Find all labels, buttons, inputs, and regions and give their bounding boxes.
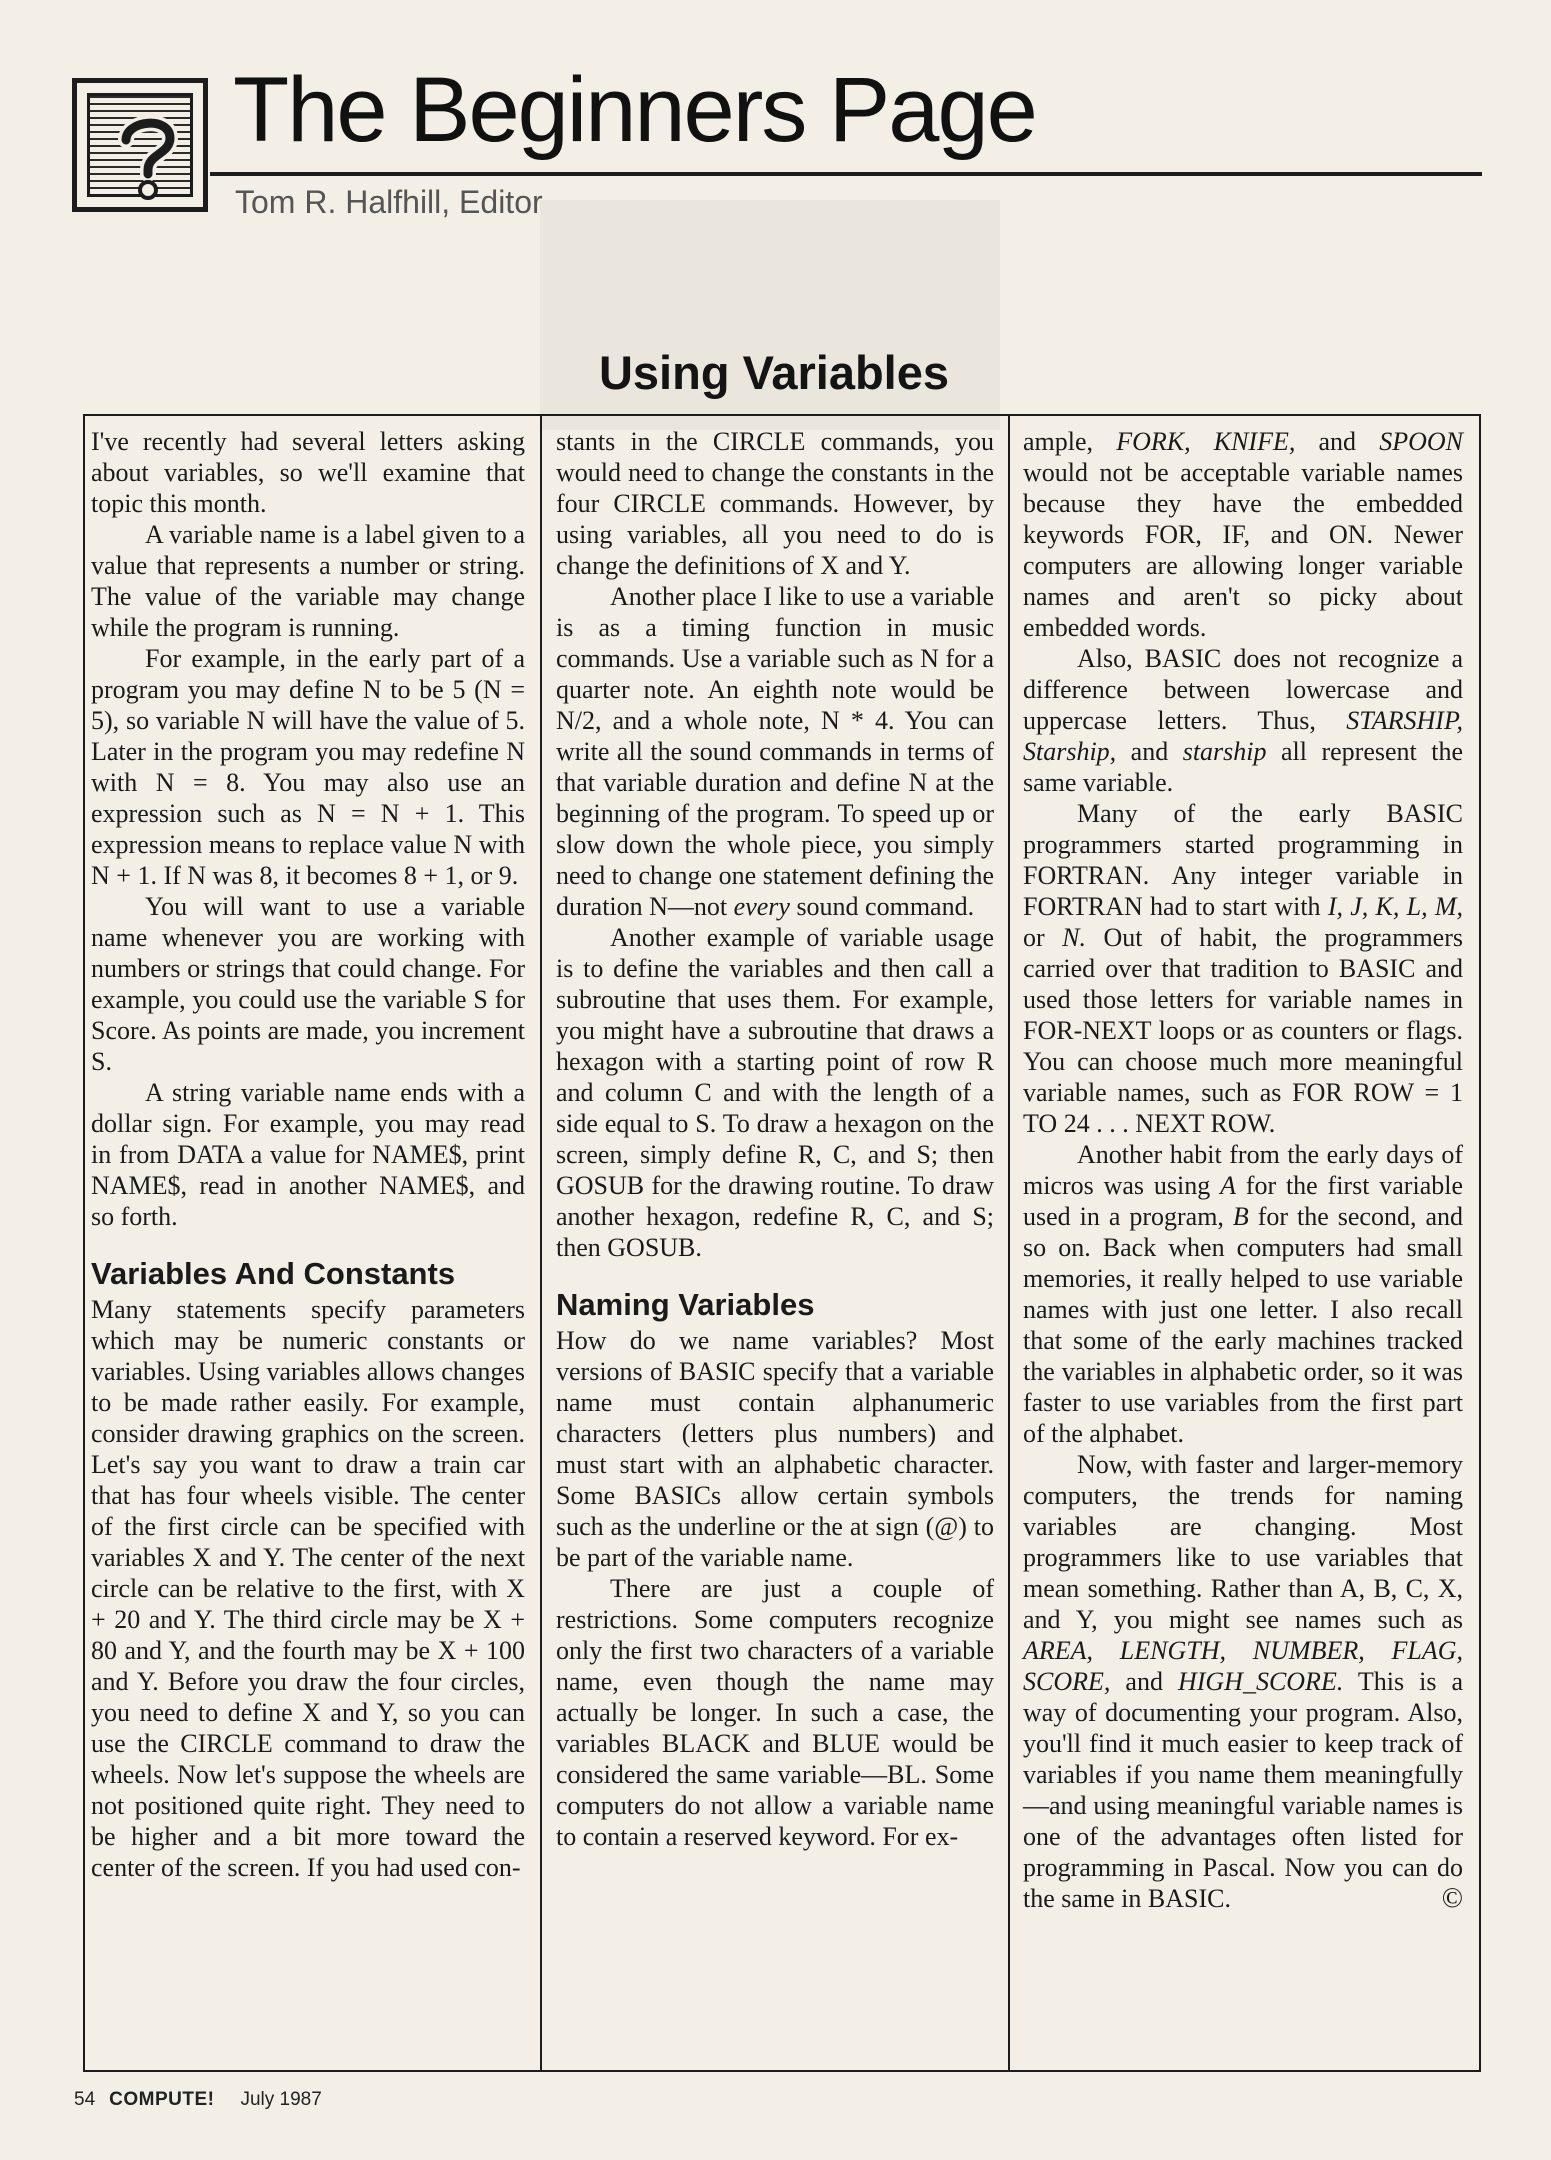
emphasis: starship bbox=[1182, 737, 1267, 766]
column-divider bbox=[1008, 414, 1010, 2072]
text-run: or bbox=[1023, 923, 1063, 952]
paragraph: Another example of variable usage is to define the variables and then call a subroutine that uses them. For example, you might have a subroutine that draws a hexagon with a starting point of row R and column C and with the length of a side equal to S. To draw a hexagon on the screen, simply define R, C, and S; then GOSUB for the drawing routine. To draw another hexagon, redefine R, C, and S; then GOSUB. bbox=[556, 923, 994, 1262]
column-1 bbox=[91, 426, 525, 1883]
paragraph bbox=[1023, 798, 1463, 1139]
paragraph: For example, in the early part of a program you may define N to be 5 (N = 5), so variable N will have the value of 5. Later in the program you may redefine N with N = 8. You may also use an expression such as N = N + 1. This expression means to replace value N with N + 1. If N was 8, it becomes 8 + 1, or 9. bbox=[91, 644, 525, 890]
paragraph bbox=[1023, 1449, 1463, 1914]
text-run: and bbox=[1116, 737, 1183, 766]
column-divider bbox=[540, 414, 542, 2072]
emphasis: FORK, KNIFE, bbox=[1116, 427, 1296, 456]
text-run: sound command. bbox=[789, 892, 975, 921]
emphasis: I, J, K, L, M, bbox=[1327, 892, 1463, 921]
question-mark-icon bbox=[72, 78, 208, 212]
column-3 bbox=[1023, 426, 1463, 1914]
end-mark-icon: © bbox=[1441, 1883, 1463, 1914]
paragraph: You will want to use a variable name whenever you are working with numbers or strings that could change. For example, you could use the variable S for Score. As points are made, you increment S. bbox=[91, 892, 525, 1076]
text-run: and bbox=[1110, 1667, 1178, 1696]
paragraph bbox=[1023, 1139, 1463, 1449]
paragraph bbox=[1023, 426, 1463, 643]
text-run: would not be acceptable variable names because they have the embedded keywords FOR, IF, and ON. Newer computers are allowing longer variable names and aren't so picky about embedded words. bbox=[1023, 458, 1463, 642]
text-run: This is a way of documenting your program. Also, you'll find it much easier to keep track of variables if you name them meaningfully—and using meaningful variable names is one of the advantages often listed for programming in Pascal. Now you can do the same in BASIC. bbox=[1023, 1667, 1463, 1913]
emphasis: every bbox=[733, 892, 790, 921]
emphasis: STARSHIP, Starship, bbox=[1023, 706, 1463, 766]
emphasis: A bbox=[1220, 1171, 1236, 1200]
column-2 bbox=[556, 426, 994, 1852]
page-footer bbox=[74, 2089, 322, 2111]
text-run: Also, BASIC does not recognize a difference between lowercase and uppercase letters. Thus, bbox=[1023, 644, 1463, 735]
paragraph: Many statements specify parameters which may be numeric constants or variables. Using variables allows changes to be made rather easily. For example, consider drawing graphics on the screen. Let's say you want to draw a train car that has four wheels visible. The center of the first circle can be specified with variables X and Y. The center of the next circle can be relative to the first, with X + 20 and Y. The third circle may be X + 80 and Y, and the fourth may be X + 100 and Y. Before you draw the four circles, you need to define X and Y, so you can use the CIRCLE command to draw the wheels. Now let's suppose the wheels are not positioned quite right. They need to be higher and a bit more toward the center of the screen. If you had used con- bbox=[91, 1295, 525, 1882]
page-title: The Beginners Page bbox=[233, 59, 1036, 161]
text-run: ample, bbox=[1023, 427, 1117, 456]
text-run: all represent the same variable. bbox=[1023, 737, 1463, 797]
text-run: Another habit from the early days of micros was using bbox=[1023, 1140, 1463, 1200]
page-number: 54 bbox=[74, 2089, 96, 2110]
emphasis: AREA, LENGTH, NUMBER, FLAG, SCORE, bbox=[1023, 1636, 1463, 1696]
text-run: for the first variable used in a program, bbox=[1023, 1171, 1463, 1231]
text-run: for the second, and so on. Back when computers had small memories, it really helped to use variable names with just one letter. I also recall that some of the early machines tracked the variables in alphabetic order, so it was faster to use variables from the first part of the alphabet. bbox=[1023, 1202, 1463, 1448]
paragraph bbox=[1023, 643, 1463, 798]
paragraph: I've recently had several letters asking about variables, so we'll examine that topic this month. bbox=[91, 427, 525, 518]
text-run: and bbox=[1295, 427, 1380, 456]
issue-date: July 1987 bbox=[240, 2089, 322, 2110]
text-run: Many of the early BASIC programmers started programming in FORTRAN. Any integer variable in FORTRAN had to start with bbox=[1023, 799, 1463, 921]
text-run: Now, with faster and larger-memory computers, the trends for naming variables are changing. Most programmers like to use variables that mean something. Rather than A, B, C, X, and Y, you might see names such as bbox=[1023, 1450, 1463, 1634]
paragraph bbox=[556, 581, 994, 922]
paragraph: A string variable name ends with a dollar sign. For example, you may read in from DATA a value for NAME$, print NAME$, read in another NAME$, and so forth. bbox=[91, 1078, 525, 1231]
paragraph: stants in the CIRCLE commands, you would need to change the constants in the four CIRCLE commands. However, by using variables, all you need to do is change the definitions of X and Y. bbox=[556, 427, 994, 580]
paragraph: A variable name is a label given to a value that represents a number or string. The value of the variable may change while the program is running. bbox=[91, 520, 525, 642]
text-run: Another place I like to use a variable is as a timing function in music commands. Use a variable such as N for a quarter note. An eighth note would be N/2, and a whole note, N * 4. You can write all the sound commands in terms of that variable duration and define N at the beginning of the program. To speed up or slow down the whole piece, you simply need to change one statement defining the duration N—not bbox=[556, 582, 994, 921]
paragraph: There are just a couple of restrictions. Some computers recognize only the first two characters of a variable name, even though the name may actually be longer. In such a case, the variables BLACK and BLUE would be considered the same variable—BL. Some computers do not allow a variable name to contain a reserved keyword. For ex- bbox=[556, 1574, 994, 1851]
icon-frame bbox=[87, 93, 193, 197]
magazine-name: COMPUTE! bbox=[109, 2089, 215, 2110]
subheading: Naming Variables bbox=[556, 1287, 815, 1322]
subheading: Variables And Constants bbox=[91, 1256, 456, 1291]
emphasis: SPOON bbox=[1379, 427, 1463, 456]
emphasis: HIGH_SCORE. bbox=[1177, 1667, 1344, 1696]
emphasis: N. bbox=[1062, 923, 1086, 952]
header-rule bbox=[210, 172, 1482, 176]
text-run: Out of habit, the programmers carried over that tradition to BASIC and used those letters for variable names in FOR-NEXT loops or as counters or flags. You can choose much more meaningful variable names, such as FOR ROW = 1 TO 24 . . . NEXT ROW. bbox=[1023, 923, 1463, 1138]
editor-byline: Tom R. Halfhill, Editor bbox=[235, 184, 543, 220]
emphasis: B bbox=[1232, 1202, 1249, 1231]
question-mark-glyph bbox=[108, 110, 188, 204]
paragraph: How do we name variables? Most versions of BASIC specify that a variable name must contain alphanumeric characters (letters plus numbers) and must start with an alphabetic character. Some BASICs allow certain symbols such as the underline or the at sign (@) to be part of the variable name. bbox=[556, 1326, 994, 1572]
article-title: Using Variables bbox=[598, 346, 950, 399]
